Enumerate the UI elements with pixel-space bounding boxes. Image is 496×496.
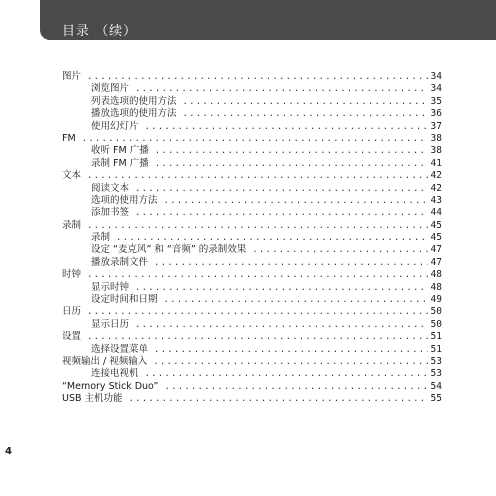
toc-title: 文本 [62, 170, 82, 182]
toc-title: 设定 “麦克风” 和 “音频” 的录制效果 [91, 244, 247, 256]
toc-page-number: 44 [430, 207, 442, 219]
toc-entry[interactable] [62, 195, 442, 207]
toc-page-number: 53 [430, 355, 442, 367]
toc-section[interactable] [62, 306, 442, 318]
toc-entry[interactable] [62, 83, 442, 95]
toc-page-number: 37 [430, 120, 442, 132]
dot-leader [87, 331, 428, 343]
toc-page-number: 48 [430, 269, 442, 281]
toc-page-number: 41 [430, 157, 442, 169]
dot-leader [82, 133, 428, 145]
toc-page-number: 35 [430, 95, 442, 107]
toc-page-number: 50 [430, 318, 442, 330]
toc-title: 设置 [62, 331, 82, 343]
toc-page-number: 42 [430, 170, 442, 182]
dot-leader [154, 257, 428, 269]
dot-leader [87, 306, 428, 318]
toc-section[interactable] [62, 269, 442, 281]
toc-title: “Memory Stick Duo” [62, 380, 159, 392]
toc-page-number: 47 [430, 256, 442, 268]
toc-entry[interactable] [62, 244, 442, 256]
toc-page-number: 38 [430, 145, 442, 157]
dot-leader [135, 319, 428, 331]
toc-entry[interactable] [62, 121, 442, 133]
toc-page-number: 48 [430, 281, 442, 293]
toc-entry[interactable] [62, 183, 442, 195]
toc-entry[interactable] [62, 207, 442, 219]
toc-title: 录制 FM 广播 [91, 157, 149, 169]
dot-leader [155, 158, 428, 170]
toc-page-number: 55 [430, 393, 442, 405]
toc-title: 浏览图片 [91, 83, 130, 95]
dot-leader [164, 381, 427, 393]
toc-page-number: 34 [430, 83, 442, 95]
toc-page-number: 36 [430, 108, 442, 120]
toc-entry[interactable] [62, 108, 442, 120]
toc-title: 录制 [91, 232, 111, 244]
toc-title: 选项的使用方法 [91, 194, 158, 206]
toc-page-number: 51 [430, 343, 442, 355]
toc-page-number: 53 [430, 368, 442, 380]
dot-leader [135, 282, 428, 294]
toc-title: 收听 FM 广播 [91, 145, 149, 157]
toc-entry[interactable] [62, 319, 442, 331]
dot-leader [164, 294, 428, 306]
dot-leader [153, 356, 427, 368]
toc-title: 日历 [62, 306, 82, 318]
page-title: 目录 （续） [62, 24, 138, 39]
toc-section[interactable] [62, 381, 442, 393]
toc-section[interactable] [62, 170, 442, 182]
dot-leader [135, 83, 428, 95]
dot-leader [252, 244, 427, 256]
dot-leader [154, 344, 428, 356]
toc-page-number: 45 [430, 219, 442, 231]
toc-title: 视频输出 / 视频输入 [62, 355, 148, 367]
toc-page-number: 38 [430, 132, 442, 144]
dot-leader [87, 71, 428, 83]
toc-entry[interactable] [62, 158, 442, 170]
toc-entry[interactable] [62, 257, 442, 269]
toc-title: 显示时钟 [91, 281, 130, 293]
toc-page-number: 42 [430, 182, 442, 194]
toc-title: 图片 [62, 71, 82, 82]
dot-leader [135, 183, 428, 195]
table-of-contents [62, 71, 442, 406]
dot-leader [87, 170, 428, 182]
toc-entry[interactable] [62, 344, 442, 356]
toc-entry[interactable] [62, 282, 442, 294]
toc-page-number: 50 [430, 306, 442, 318]
toc-title: 选择设置菜单 [91, 343, 149, 355]
dot-leader [87, 220, 428, 232]
toc-page-number: 43 [430, 194, 442, 206]
dot-leader [164, 195, 428, 207]
toc-entry[interactable] [62, 232, 442, 244]
dot-leader [145, 368, 428, 380]
toc-title: USB 主机功能 [62, 393, 123, 405]
toc-page-number: 34 [430, 71, 442, 82]
toc-page-number: 54 [430, 380, 442, 392]
toc-title: 使用幻灯片 [91, 120, 139, 132]
header-bar [40, 0, 496, 40]
toc-title: FM [62, 132, 76, 144]
dot-leader [155, 145, 428, 157]
dot-leader [116, 232, 428, 244]
page-number: 4 [5, 446, 12, 457]
dot-leader [145, 121, 428, 133]
toc-entry[interactable] [62, 145, 442, 157]
toc-entry[interactable] [62, 96, 442, 108]
toc-title: 阅读文本 [91, 182, 130, 194]
toc-page-number: 47 [430, 244, 442, 256]
dot-leader [135, 207, 428, 219]
dot-leader [183, 108, 428, 120]
toc-title: 录制 [62, 219, 82, 231]
toc-title: 连接电视机 [91, 368, 139, 380]
toc-title: 显示日历 [91, 318, 130, 330]
toc-section[interactable] [62, 220, 442, 232]
toc-entry[interactable] [62, 294, 442, 306]
toc-title: 添加书签 [91, 207, 130, 219]
dot-leader [87, 269, 428, 281]
toc-title: 设定时间和日期 [91, 294, 158, 306]
toc-page-number: 51 [430, 331, 442, 343]
dot-leader [183, 96, 428, 108]
toc-entry[interactable] [62, 368, 442, 380]
toc-title: 播放选项的使用方法 [91, 108, 177, 120]
toc-section[interactable] [62, 331, 442, 343]
toc-page-number: 49 [430, 294, 442, 306]
toc-title: 播放录制文件 [91, 256, 149, 268]
toc-title: 列表选项的使用方法 [91, 95, 177, 107]
toc-page-number: 45 [430, 232, 442, 244]
toc-section[interactable] [62, 133, 442, 145]
toc-section[interactable] [62, 356, 442, 368]
dot-leader [129, 393, 428, 405]
toc-section[interactable] [62, 393, 442, 405]
toc-section[interactable] [62, 71, 442, 83]
toc-title: 时钟 [62, 269, 82, 281]
